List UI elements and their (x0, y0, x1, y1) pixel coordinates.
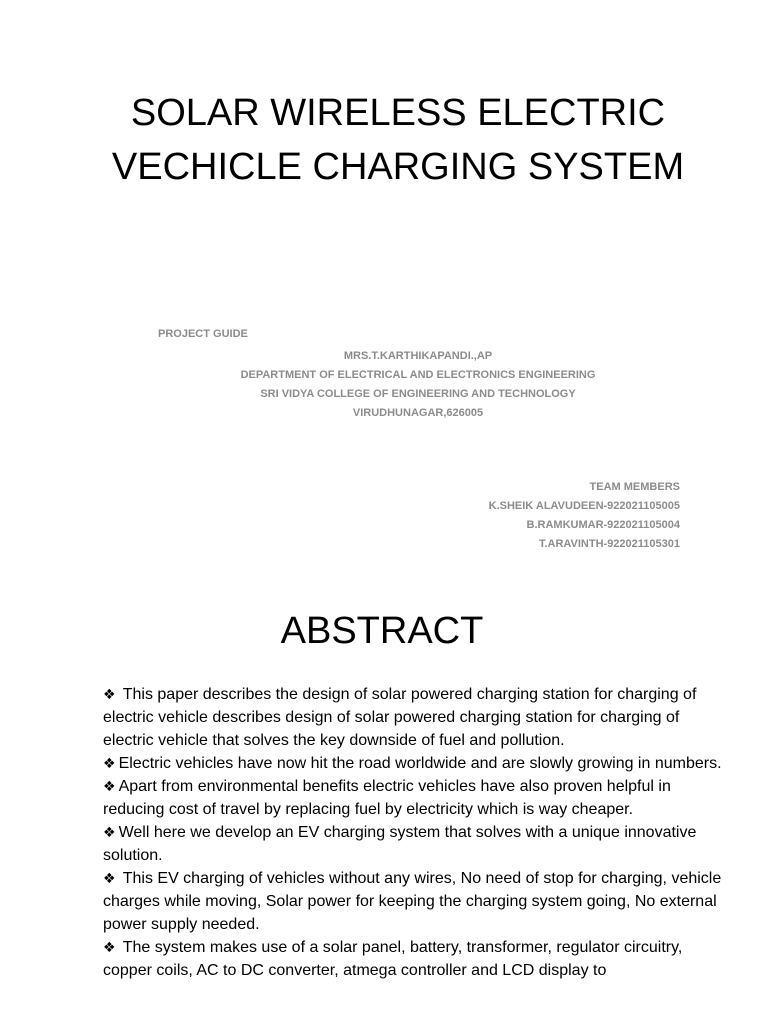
guide-name: MRS.T.KARTHIKAPANDI.,AP (343, 350, 493, 362)
abstract-bullet (103, 683, 725, 752)
team-member: K.SHEIK ALAVUDEEN-922021105005 (488, 500, 680, 512)
abstract-bullet-text: The system makes use of a solar panel, battery, transformer, regulator circuitry, copper coils, AC to DC converter, atmega controller and LCD display to (103, 939, 683, 979)
team-members (380, 478, 680, 554)
team-members-label: TEAM MEMBERS (589, 481, 680, 493)
diamond-bullet-icon: ❖ (103, 755, 116, 771)
title-line-1: SOLAR WIRELESS ELECTRIC (130, 92, 666, 134)
project-guide-details (230, 347, 606, 423)
diamond-bullet-icon: ❖ (103, 686, 116, 702)
guide-department: DEPARTMENT OF ELECTRICAL AND ELECTRONICS ENGINEERING (240, 369, 596, 381)
abstract-bullet (103, 752, 725, 775)
abstract-bullet-text: Electric vehicles have now hit the road worldwide and are slowly growing in numbers. (118, 755, 722, 772)
abstract-bullet (103, 821, 725, 867)
abstract-bullet (103, 775, 725, 821)
abstract-heading: ABSTRACT (280, 610, 484, 652)
abstract-bullet (103, 867, 725, 936)
abstract-bullet-text: Apart from environmental benefits electric vehicles have also proven helpful in reducing cost of travel by replacing fuel by electricity which is way cheaper. (103, 778, 671, 818)
diamond-bullet-icon: ❖ (103, 824, 116, 840)
diamond-bullet-icon: ❖ (103, 778, 116, 794)
abstract-bullet (103, 936, 725, 982)
project-guide-label: PROJECT GUIDE (158, 328, 248, 340)
abstract-bullet-text: Well here we develop an EV charging system that solves with a unique innovative solution. (103, 824, 697, 864)
team-member: T.ARAVINTH-922021105301 (538, 538, 680, 550)
guide-location: VIRUDHUNAGAR,626005 (352, 407, 484, 419)
diamond-bullet-icon: ❖ (103, 870, 116, 886)
abstract-bullet-text: This EV charging of vehicles without any wires, No need of stop for charging, vehicle charges while moving, Solar power for keeping the charging system going, No external power supply needed. (103, 870, 722, 933)
title-line-2: VECHICLE CHARGING SYSTEM (111, 146, 685, 188)
abstract-body (103, 683, 725, 982)
guide-college: SRI VIDYA COLLEGE OF ENGINEERING AND TECHNOLOGY (260, 388, 576, 400)
team-member: B.RAMKUMAR-922021105004 (526, 519, 680, 531)
diamond-bullet-icon: ❖ (103, 939, 116, 955)
title (60, 86, 736, 194)
abstract-bullet-text: This paper describes the design of solar powered charging station for charging of electric vehicle describes design of solar powered charging station for charging of electric vehicle that solves the key downside of fuel and pollution. (103, 686, 697, 749)
